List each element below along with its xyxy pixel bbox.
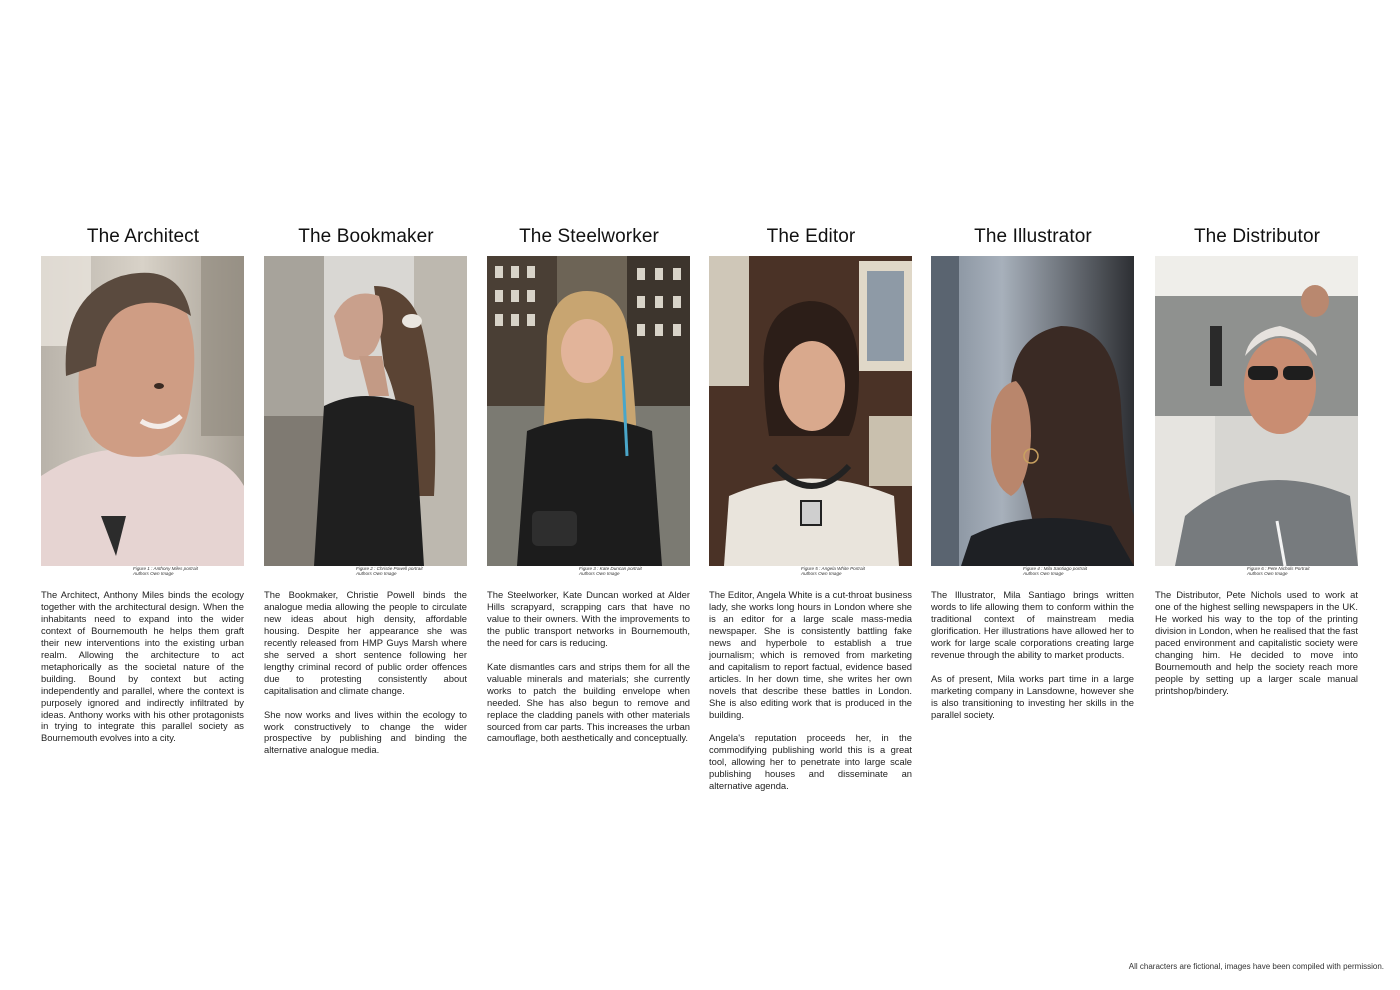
description-paragraph: As of present, Mila works part time in a large marketing company in Lansdowne, however she is also transitioning to investing her skills in the parallel society. [931,672,1134,720]
footer-disclaimer: All characters are fictional, images have been compiled with permission. [1128,962,1384,971]
character-title: The Bookmaker [298,226,434,247]
description-paragraph: Angela's reputation proceeds her, in the commodifying publishing world this is a great tool, allowing her to penetrate into large scale publishing houses and disseminate an alternative agenda. [709,732,912,792]
character-description [709,589,912,804]
character-column-architect [41,226,245,744]
caption-figure-line: Figure 2 : Christie Powell portrait [356,566,423,571]
figure-caption [133,566,243,577]
description-paragraph: The Steelworker, Kate Duncan worked at Alder Hills scrapyard, scrapping cars that have no value to their owners. With the improvements to the public transport networks in Bournemouth, the need for cars is reducing. [487,589,690,648]
editor-portrait-photo [709,256,912,566]
caption-figure-line: Figure 1 : Anthony Miles portrait [133,566,198,571]
description-paragraph: The Editor, Angela White is a cut-throat business lady, she works long hours in London where she is an editor for a large scale mass-media newspaper. She is consistently battling fake news and hyperbole to establish a true journalism; which is removed from marketing and capitalism to report factual, evidence based articles. In her down time, she writes her own novels that describe these battles in London. She is also editing work that is produced in the building. [709,589,912,720]
description-paragraph: She now works and lives within the ecology to work constructively to change the wider prospective by publishing and binding the alternative analogue media. [264,708,467,756]
distributor-portrait-photo [1155,256,1358,566]
caption-credit-line: Authors Own Image [356,571,397,577]
description-paragraph: The Distributor, Pete Nichols used to work at one of the highest selling newspapers in the UK. He worked his way to the top of the printing division in London, when he realised that the fast paced environment and capitalistic society were changing him. He decided to move into Bournemouth and help the society reach more people by setting up a larger scale manual printshop/bindery. [1155,589,1358,696]
bookmaker-portrait-photo [264,256,467,566]
caption-figure-line: Figure 3 : Kate Duncan portrait [579,566,642,571]
figure-caption [801,566,911,577]
character-description [487,589,690,756]
figure-caption [356,566,466,577]
character-title: The Distributor [1193,226,1321,247]
caption-credit-line: Authors Own Image [1247,571,1288,577]
caption-credit-line: Authors Own Image [801,571,842,577]
description-paragraph: Kate dismantles cars and strips them for all the valuable minerals and materials; she currently works to patch the building envelope when needed. She has also begun to remove and replace the cladding panels with other materials sourced from car parts. This increases the urban camouflage, both aesthetically and conceptually. [487,660,690,744]
character-title: The Architect [86,226,200,247]
illustrator-portrait-photo [931,256,1134,566]
character-description [931,589,1134,733]
character-description [1155,589,1358,709]
architect-portrait-photo [41,256,244,566]
character-column-steelworker [487,226,691,744]
caption-figure-line: Figure 4 : Mila Santiago portrait [1023,566,1088,571]
character-title: The Illustrator [974,226,1092,247]
caption-figure-line: Figure 6 : Pete Nichols Portrait [1247,566,1310,571]
character-column-distributor [1155,226,1359,696]
character-title: The Steelworker [519,226,659,247]
steelworker-portrait-photo [487,256,690,566]
description-paragraph: The Architect, Anthony Miles binds the ecology together with the architectural design. When the inhabitants need to expand into the wider context of Bournemouth he helps them graft their new interventions into the existing urban realm. Allowing the architecture to act metaphorically as the societal nature of the building. Bound by context but acting independently and parallel, where the context is purposely ignored and indirectly infiltrated by ideas. Anthony works with his other protagonists in trying to integrate this parallel society as Bournemouth evolves into a city. [41,589,244,744]
figure-caption [1023,566,1133,577]
character-column-bookmaker [264,226,468,756]
figure-caption [1247,566,1357,577]
character-description [41,589,244,756]
caption-figure-line: Figure 5 : Angela White Portrait [801,566,865,571]
caption-credit-line: Authors Own Image [1023,571,1064,577]
caption-credit-line: Authors Own Image [579,571,620,577]
character-column-editor [709,226,913,792]
character-column-illustrator [931,226,1135,720]
character-description [264,589,467,768]
caption-credit-line: Authors Own Image [133,571,174,577]
figure-caption [579,566,689,577]
description-paragraph: The Illustrator, Mila Santiago brings written words to life allowing them to conform within the traditional context of mainstream media glorification. Her illustrations have allowed her to work for large scale corporations creating large revenue through the ability to market products. [931,589,1134,660]
description-paragraph: The Bookmaker, Christie Powell binds the analogue media allowing the people to circulate new ideas about high density, affordable housing. Despite her appearance she was recently released from HMP Guys Marsh where she served a short sentence following her lengthy criminal record of public order offences due to protesting consistently about capitalisation and climate change. [264,589,467,696]
character-title: The Editor [766,226,856,247]
